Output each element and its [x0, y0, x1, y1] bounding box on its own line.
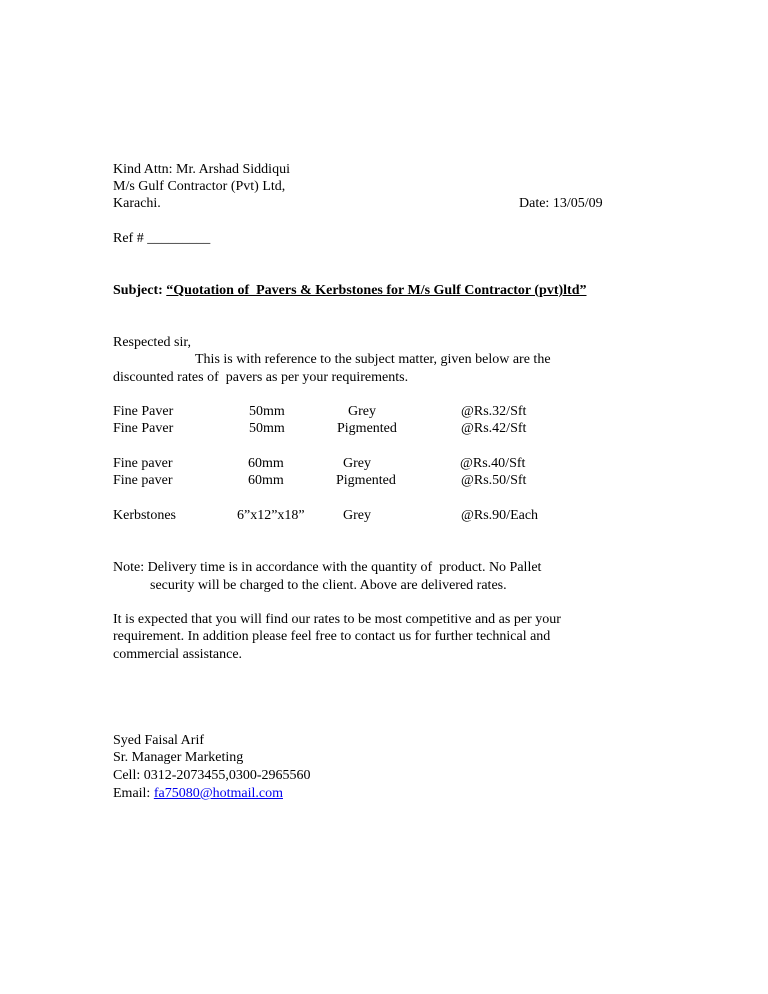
rate-color: Grey [343, 508, 371, 523]
recipient-company: M/s Gulf Contractor (Pvt) Ltd, [113, 179, 286, 194]
rate-product: Kerbstones [113, 508, 176, 523]
rate-size: 50mm [249, 421, 285, 436]
subject-title: “Quotation of Pavers & Kerbstones for M/s Gulf Contractor (pvt)ltd” [166, 283, 587, 298]
rate-product: Fine Paver [113, 421, 174, 436]
intro-line-1: This is with reference to the subject matter, given below are the [195, 352, 551, 367]
subject-label: Subject: [113, 283, 163, 298]
rate-color: Grey [348, 404, 376, 419]
intro-line-2: discounted rates of pavers as per your requirements. [113, 370, 409, 385]
subject-line [113, 282, 587, 299]
recipient-city: Karachi. [113, 196, 161, 211]
rate-color: Grey [343, 456, 371, 471]
note-line-2: security will be charged to the client. Above are delivered rates. [150, 578, 507, 593]
signature-email-line [113, 785, 283, 802]
email-link[interactable]: fa75080@hotmail.com [153, 786, 283, 801]
rate-size: 6”x12”x18” [237, 508, 305, 523]
salutation: Respected sir, [113, 335, 191, 350]
letter-date: Date: 13/05/09 [519, 196, 603, 211]
signature-title: Sr. Manager Marketing [113, 750, 244, 765]
closing-line-2: requirement. In addition please feel free to contact us for further technical and [113, 629, 551, 644]
closing-line-3: commercial assistance. [113, 647, 243, 662]
email-label: Email: [113, 786, 154, 801]
signature-cell: Cell: 0312-2073455,0300-2965560 [113, 768, 311, 783]
note-line-1: Note: Delivery time is in accordance with the quantity of product. No Pallet [113, 560, 542, 575]
rate-color: Pigmented [337, 421, 397, 436]
rate-size: 60mm [248, 473, 284, 488]
rate-size: 50mm [249, 404, 285, 419]
rate-product: Fine Paver [113, 404, 174, 419]
rate-price: @Rs.50/Sft [461, 473, 527, 488]
rate-size: 60mm [248, 456, 284, 471]
signature-name: Syed Faisal Arif [113, 733, 204, 748]
rate-price: @Rs.90/Each [461, 508, 539, 523]
recipient-attn: Kind Attn: Mr. Arshad Siddiqui [113, 162, 290, 177]
rate-color: Pigmented [336, 473, 396, 488]
rate-product: Fine paver [113, 473, 173, 488]
closing-line-1: It is expected that you will find our rates to be most competitive and as per your [113, 612, 561, 627]
reference-number: Ref # _________ [113, 231, 211, 246]
rate-product: Fine paver [113, 456, 173, 471]
rate-price: @Rs.40/Sft [460, 456, 526, 471]
rate-price: @Rs.32/Sft [461, 404, 527, 419]
rate-price: @Rs.42/Sft [461, 421, 527, 436]
